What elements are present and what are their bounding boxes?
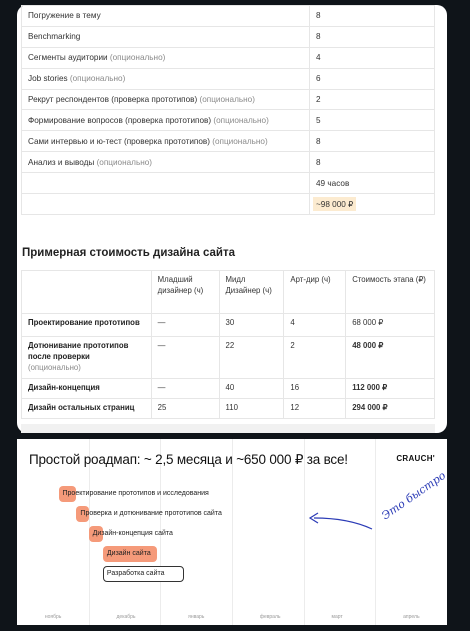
task-name: Погружение в тему xyxy=(28,11,101,21)
roadmap-task-label: Разработка сайта xyxy=(106,570,165,577)
estimate-hours: 5 xyxy=(310,110,435,131)
design-cost-row xyxy=(22,314,435,337)
cell-junior: — xyxy=(151,314,219,337)
estimate-row xyxy=(22,110,435,131)
cell-art: 2 xyxy=(284,337,346,379)
estimate-row xyxy=(22,131,435,152)
estimate-row xyxy=(22,26,435,47)
estimate-task xyxy=(22,152,310,173)
month-label: декабрь xyxy=(116,614,136,620)
estimate-hours: 6 xyxy=(310,68,435,89)
optional-note: (опционально) xyxy=(199,95,255,104)
estimate-card xyxy=(17,5,447,433)
annotation-text: Это быстро xyxy=(379,468,449,523)
handwritten-annotation xyxy=(292,468,449,554)
roadmap-task-label: Проверка и дотюнивание прототипов сайта xyxy=(80,510,222,517)
cell-cost: 48 000 ₽ xyxy=(346,337,435,379)
cell-art: 12 xyxy=(284,399,346,419)
month-label: ноябрь xyxy=(44,614,62,620)
month-label: февраль xyxy=(259,614,281,620)
total-cost-value: ~98 000 ₽ xyxy=(313,197,356,211)
roadmap-task-label: Проектирование прототипов и исследования xyxy=(62,490,209,497)
estimate-hours: 4 xyxy=(310,47,435,68)
stage-label: Дотюнивание прототипов после проверки xyxy=(28,341,129,361)
estimate-row xyxy=(22,68,435,89)
estimate-row xyxy=(22,152,435,173)
design-cost-title: Примерная стоимость дизайна сайта xyxy=(22,247,235,259)
estimate-task xyxy=(22,131,310,152)
cell-cost: 294 000 ₽ xyxy=(346,399,435,419)
estimate-hours: 8 xyxy=(310,131,435,152)
empty-cell xyxy=(22,173,310,194)
task-name: Сами интервью и ю-тест (проверка прототипов) xyxy=(28,136,210,146)
stage-label: Проектирование прототипов xyxy=(28,318,140,327)
column-header xyxy=(22,271,152,314)
cell-middle: 22 xyxy=(219,337,284,379)
estimate-task xyxy=(22,110,310,131)
estimate-hours: 8 xyxy=(310,6,435,27)
cell-art: 16 xyxy=(284,379,346,399)
estimate-row xyxy=(22,89,435,110)
estimate-hours: 8 xyxy=(310,26,435,47)
design-cost-row xyxy=(22,337,435,379)
roadmap-title: Простой роадмап: ~ 2,5 месяца и ~650 000 ₽ за все! xyxy=(29,452,348,467)
column-header: Стоимость этапа (₽) xyxy=(346,271,435,314)
design-cost-table xyxy=(21,270,435,419)
task-name: Анализ и выводы xyxy=(28,157,95,167)
cell-middle: 30 xyxy=(219,314,284,337)
cell-cost: 112 000 ₽ xyxy=(346,379,435,399)
total-hours-value: 49 часов xyxy=(316,178,350,188)
total-hours xyxy=(310,173,435,194)
cell-middle: 40 xyxy=(219,379,284,399)
optional-note: (опционально) xyxy=(213,115,269,125)
estimate-total-row xyxy=(22,194,435,215)
task-name: Рекрут респондентов (проверка прототипов) xyxy=(28,95,198,104)
task-name: Формирование вопросов (проверка прототипов) xyxy=(28,115,212,125)
estimate-total-row xyxy=(22,173,435,194)
optional-note: (опционально) xyxy=(28,363,81,372)
cell-junior: — xyxy=(151,379,219,399)
cell-middle: 110 xyxy=(219,399,284,419)
research-estimate-table xyxy=(21,5,435,215)
design-cost-row xyxy=(22,399,435,419)
month-label: январь xyxy=(188,614,205,620)
stage-name xyxy=(22,337,152,379)
cell-junior: 25 xyxy=(151,399,219,419)
roadmap-task-label: Дизайн-концепция сайта xyxy=(92,530,173,537)
roadmap-task-label: Дизайн сайта xyxy=(106,550,151,557)
column-header: Младший дизайнер (ч) xyxy=(151,271,219,314)
stage-name xyxy=(22,314,152,337)
optional-note: (опционально) xyxy=(69,74,126,84)
estimate-task xyxy=(22,89,310,110)
empty-cell xyxy=(22,194,310,215)
cell-junior: — xyxy=(151,337,219,379)
column-header: Мидл Дизайнер (ч) xyxy=(219,271,284,314)
design-cost-row xyxy=(22,379,435,399)
stage-name xyxy=(22,399,152,419)
estimate-hours: 2 xyxy=(310,89,435,110)
crauch-logo: CRAUCH' xyxy=(396,454,435,463)
design-cost-header xyxy=(22,271,435,314)
optional-note: (опционально) xyxy=(109,53,166,63)
roadmap-card xyxy=(17,439,447,625)
estimate-task xyxy=(22,26,310,47)
stage-label: Дизайн-концепция xyxy=(28,383,100,392)
task-name: Benchmarking xyxy=(28,32,81,42)
table-footer-band xyxy=(21,424,435,433)
month-label: март xyxy=(331,614,343,620)
cell-art: 4 xyxy=(284,314,346,337)
stage-label: Дизайн остальных страниц xyxy=(28,403,135,412)
optional-note: (опционально) xyxy=(96,157,153,167)
total-cost xyxy=(310,194,435,215)
optional-note: (опционально) xyxy=(212,136,268,146)
task-name: Job stories xyxy=(28,74,68,84)
column-header: Арт-дир (ч) xyxy=(284,271,346,314)
stage-name xyxy=(22,379,152,399)
estimate-task xyxy=(22,47,310,68)
month-label: апрель xyxy=(403,614,420,620)
estimate-row xyxy=(22,6,435,27)
estimate-task xyxy=(22,68,310,89)
estimate-row xyxy=(22,47,435,68)
estimate-hours: 8 xyxy=(310,152,435,173)
cell-cost: 68 000 ₽ xyxy=(346,314,435,337)
task-name: Сегменты аудитории xyxy=(28,53,108,63)
arrow-icon xyxy=(314,518,372,529)
estimate-task xyxy=(22,6,310,27)
